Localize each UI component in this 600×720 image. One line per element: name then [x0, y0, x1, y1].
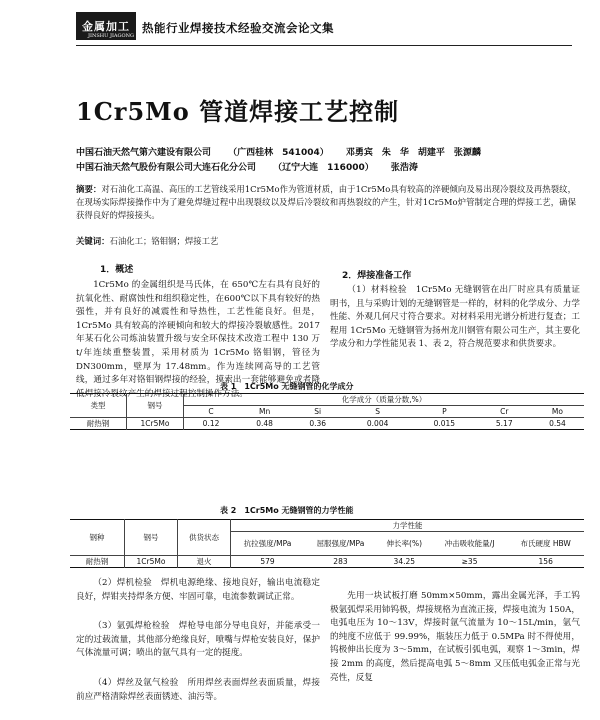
table-2-cell: 283	[333, 557, 348, 566]
table-1-cell: 耐热钢	[86, 419, 110, 428]
keywords	[76, 235, 218, 247]
section-2-para-3: （3）氩弧焊枪检验 焊枪导电部分导电良好，并能承受一定的过载流量，其他部分绝缘良好，喷嘴与焊枪安装良好，保护气体流量可调；喷出的氩气具有一定的挺度。	[76, 621, 320, 659]
table-row	[70, 556, 584, 568]
table-1-cell: 0.004	[366, 419, 389, 428]
author-line-2	[76, 160, 432, 173]
header-rule	[76, 45, 572, 46]
table-2-cell: 34.25	[393, 557, 416, 566]
table-1-cell: 5.17	[495, 419, 513, 428]
table-1-header-type: 类型	[90, 401, 106, 410]
table-1-cell: 0.48	[256, 419, 273, 428]
table-1-header-element: Mn	[258, 407, 271, 416]
author-names: 张浩涛	[390, 163, 418, 173]
keywords-label: 关键词：	[76, 236, 110, 246]
table-1-cell: 1Cr5Mo	[127, 418, 184, 430]
journal-logo	[76, 12, 136, 40]
logo-text: 金属加工	[82, 20, 130, 33]
author-location: （辽宁大连 116000）	[273, 163, 374, 173]
running-header: 热能行业焊接技术经验交流会论文集	[142, 21, 334, 35]
author-location: （广西桂林 541004）	[228, 148, 329, 158]
table-2-header-prop: 布氏硬度 HBW	[520, 539, 571, 548]
author-org: 中国石油天然气股份有限公司大连石化分公司	[76, 163, 257, 173]
table-2-header-grade: 钢号	[125, 520, 178, 556]
table-1-header-element: Si	[314, 407, 322, 416]
abstract-label: 摘要：	[76, 184, 102, 194]
section-2-para-2: （2）焊机检验 焊机电源绝缘、接地良好，输出电流稳定良好，焊钳夹持焊条方便、牢固可靠，电流参数调试正常。	[76, 578, 320, 602]
abstract	[76, 183, 576, 222]
author-line-1	[76, 145, 495, 158]
abstract-text: 对石油化工高温、高压的工艺管线采用1Cr5Mo作为管道材质，由于1Cr5Mo具有较高的淬硬倾向及易出现冷裂纹及再热裂纹，在现场实际焊接操作中为了避免焊缝过程中出现裂纹以及焊后冷裂纹和再热裂纹的产生，针对1Cr5Mo炉管制定合理的焊接工艺，确保获得良好的焊接接头。	[76, 184, 576, 220]
table-2-header-type: 钢种	[89, 533, 105, 542]
table-2-caption: 表 2 1Cr5Mo 无缝钢管的力学性能	[220, 506, 354, 515]
table-2-cell: ≥35	[461, 557, 478, 566]
table-2-header-state: 供货状态	[178, 520, 231, 556]
table-2-cell: 156	[538, 557, 553, 566]
table-1-header-element: Mo	[551, 407, 563, 416]
table-1-header-element: Cr	[500, 407, 509, 416]
table-2-header-prop: 屈服强度/MPa	[316, 539, 365, 548]
table-1-header-element: C	[184, 406, 239, 418]
table-1-header-grade: 钢号	[127, 394, 184, 418]
table-1-header-group: 化学成分（质量分数,%）	[184, 394, 585, 406]
keywords-text: 石油化工；铬钼钢；焊接工艺	[109, 236, 219, 246]
table-1-cell: 0.36	[309, 419, 327, 428]
author-names: 邓勇宾 朱 华 胡建平 张源麟	[345, 148, 481, 158]
table-2-cell: 1Cr5Mo	[125, 556, 178, 568]
section-2-para-1: （1）材料检验 1Cr5Mo 无缝钢管在出厂时应具有质量证明书，且与采购计划的无缝钢管是一样的，材料的化学成分、力学性能、外观几何尺寸符合要求。对材料采用光谱分析进行复查；工程用 1Cr5Mo 无缝钢管为扬州龙川钢管有限公司生产，其主要化学成分和力学性能见表 1、表 2，符合规范要求和供货要求。	[330, 285, 580, 350]
table-row	[70, 418, 584, 430]
logo-subtext: JINSHU JIAGONG	[88, 33, 134, 39]
table-1	[70, 393, 584, 430]
table-2	[70, 519, 584, 568]
table-1-caption: 表 1 1Cr5Mo 无缝钢管的化学成分	[220, 382, 354, 391]
table-1-cell: 0.54	[549, 419, 566, 428]
table-1-header-element: S	[375, 407, 381, 416]
table-1-cell: 0.12	[184, 418, 239, 430]
section-1-text: 1Cr5Mo 的金属组织是马氏体，在 650℃左右具有良好的抗氧化性、耐腐蚀性和组织稳定性，在600℃以下具有较好的热强性，并有良好的减震性和导热性，工艺性能良好。但是，1Cr5Mo 具有较高的淬硬倾向和较大的焊接冷裂敏感性。2017年某石化公司炼油装置升级与安全环保技术改造工程中 130 万 t/年连续重整装置，采用材质为 1Cr5Mo 铬钼钢，管径为 DN300mm，壁厚为 17.48mm。作为连续网高导的工艺管线，通过多年对铬钼钢焊接的经验，摸索出一套能够避免或者降低焊接冷裂纹产生的焊接过程控制操作方法。	[76, 280, 320, 399]
table-1-cell: 0.015	[433, 419, 456, 428]
section-2-para-4: （4）焊丝及氩气检验 所用焊丝表面焊丝表面质量，焊接前应严格清除焊丝表面锈迹、油污等。	[76, 678, 320, 702]
paper-title: 1Cr5Mo 管道焊接工艺控制	[76, 97, 400, 126]
table-2-header-prop: 伸长率(%)	[386, 539, 423, 548]
table-2-header-prop: 冲击吸收能量/J	[444, 539, 495, 548]
author-org: 中国石油天然气第六建设有限公司	[76, 148, 212, 158]
table-2-cell: 退火	[178, 556, 231, 568]
section-2-para-5: 先用一块试板打磨 50mm×50mm，露出金属光泽，手工钨极氩弧焊采用铈钨极，焊接规格为直流正接，焊接电流为 150A，电弧电压为 10～13V，焊接时氩气流量为 10～15L/min，氩气的纯度不应低于 99.99%，瓶装压力低于 0.5MPa 时不得使用，钨极伸出长度为 3～5mm，在试板引弧电弧，观察 1～3min，焊接 2mm 的高度，然后提高电弧 5～8mm 又压低电弧金正常与光亮性，反复	[330, 591, 580, 683]
section-2-heading: 2．焊接准备工作	[342, 271, 412, 281]
table-2-header-group: 力学性能	[231, 520, 585, 532]
table-2-cell: 579	[231, 556, 305, 568]
section-1-heading: 1．概述	[100, 265, 134, 275]
table-1-header-element: P	[442, 407, 447, 416]
table-2-header-prop: 抗拉强度/MPa	[231, 532, 305, 556]
table-2-cell: 耐热钢	[85, 557, 109, 566]
